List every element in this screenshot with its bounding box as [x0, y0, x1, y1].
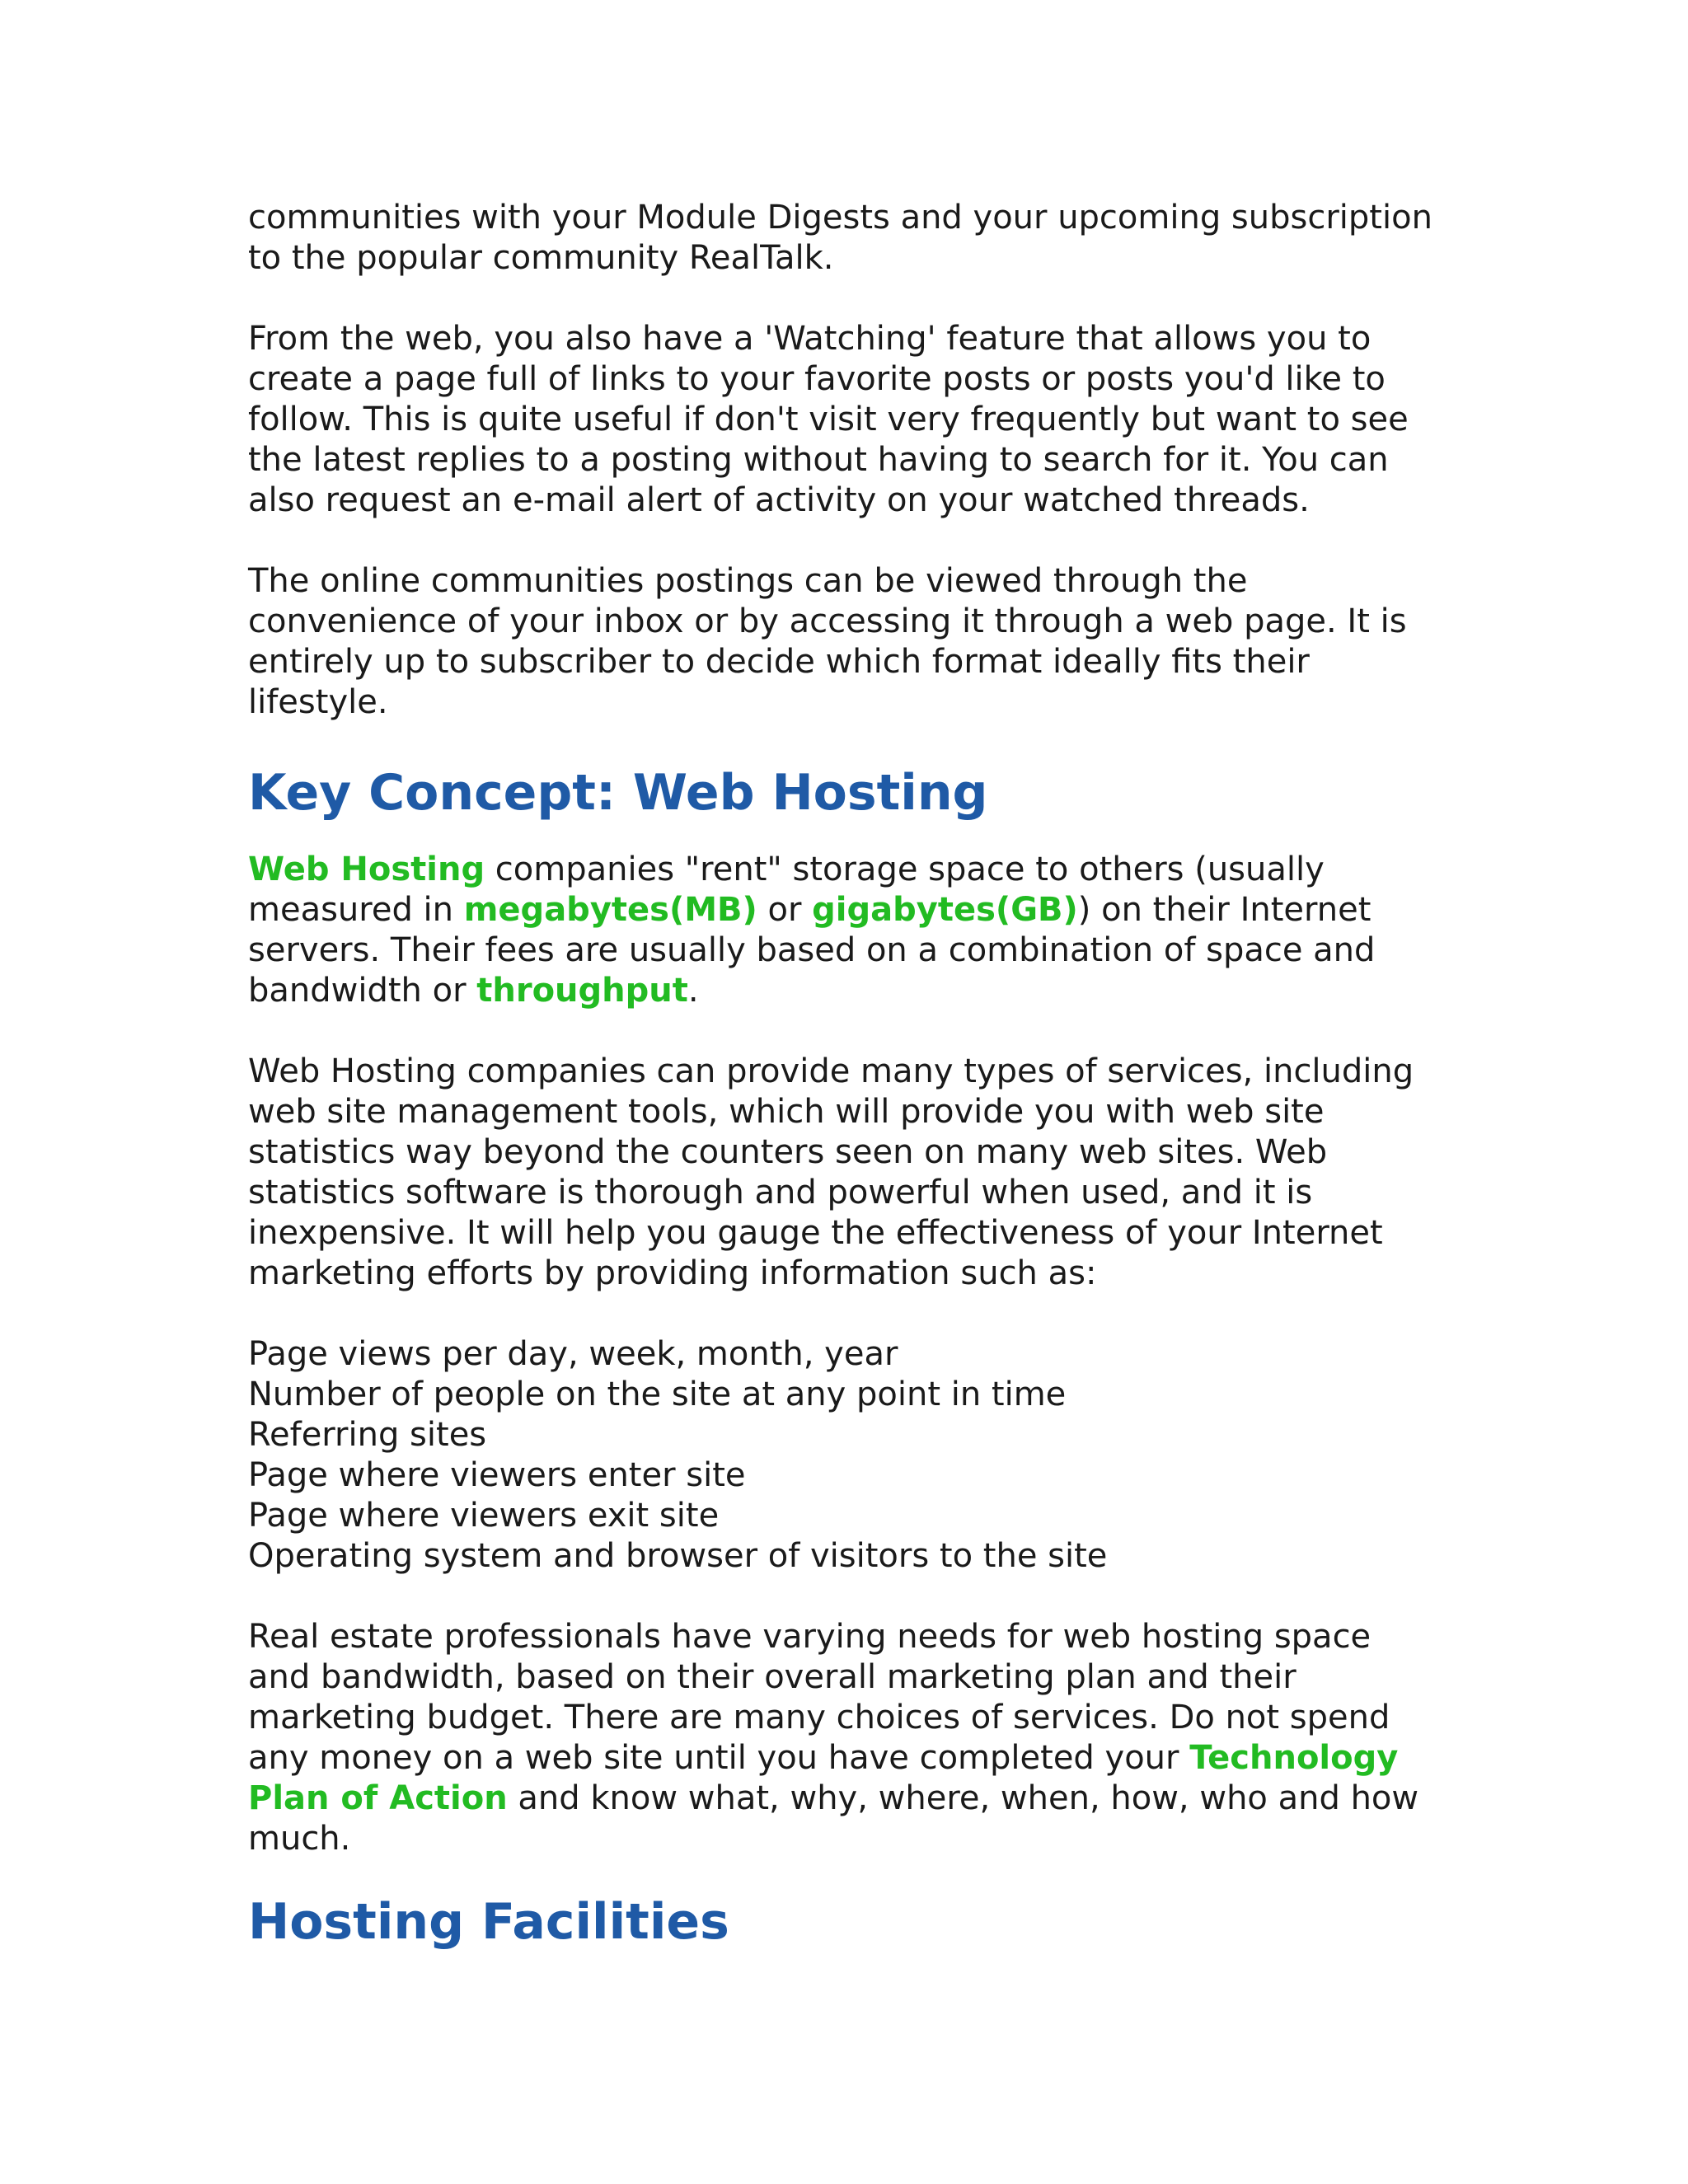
text-line: create a page full of links to your favorite posts or posts you'd like to: [248, 360, 1386, 398]
keyword-link-gigabytes[interactable]: gigabytes(GB): [812, 891, 1078, 929]
text-line: [248, 971, 1460, 1011]
text-segment: and know what, why, where, when, how, who and how: [507, 1779, 1419, 1817]
section-heading-hosting-facilities: Hosting Facilities: [248, 1893, 729, 1951]
text-line: [248, 1779, 1460, 1819]
text-line: lifestyle.: [248, 683, 388, 721]
text-line: to the popular community RealTalk.: [248, 239, 834, 277]
text-line: [248, 850, 1460, 890]
paragraph-watching-feature: [248, 319, 1460, 521]
text-line: web site management tools, which will provide you with web site: [248, 1093, 1325, 1131]
text-line: statistics way beyond the counters seen on many web sites. Web: [248, 1133, 1328, 1171]
statistics-list: [248, 1334, 1460, 1577]
paragraph-real-estate-needs: [248, 1617, 1460, 1859]
text-segment: measured in: [248, 891, 464, 929]
text-segment: companies "rent" storage space to others (usually: [485, 851, 1325, 888]
text-line: communities with your Module Digests and your upcoming subscription: [248, 199, 1432, 237]
list-item: Referring sites: [248, 1416, 487, 1454]
text-line: the latest replies to a posting without having to search for it. You can: [248, 441, 1389, 479]
paragraph-postings-format: [248, 561, 1460, 723]
text-line: much.: [248, 1820, 351, 1858]
text-segment: any money on a web site until you have completed your: [248, 1739, 1190, 1777]
text-segment: ) on their Internet: [1077, 891, 1372, 929]
text-line: [248, 890, 1460, 930]
list-item: Page views per day, week, month, year: [248, 1335, 898, 1373]
list-item: Page where viewers enter site: [248, 1456, 746, 1494]
section-heading-web-hosting: Key Concept: Web Hosting: [248, 764, 988, 822]
keyword-link-plan-of-action[interactable]: Plan of Action: [248, 1779, 508, 1817]
keyword-link-technology-plan[interactable]: Technology: [1189, 1739, 1399, 1777]
text-line: The online communities postings can be viewed through the: [248, 562, 1248, 600]
document-page: [248, 198, 1460, 1952]
text-line: and bandwidth, based on their overall marketing plan and their: [248, 1658, 1296, 1696]
paragraph-hosting-services: [248, 1052, 1460, 1294]
text-line: Real estate professionals have varying needs for web hosting space: [248, 1618, 1372, 1656]
text-line: Web Hosting companies can provide many types of services, including: [248, 1052, 1414, 1090]
text-line: marketing efforts by providing information such as:: [248, 1254, 1097, 1292]
list-item: Number of people on the site at any point in time: [248, 1376, 1067, 1413]
text-segment: or: [757, 891, 813, 929]
paragraph-communities-intro: [248, 198, 1460, 279]
text-line: entirely up to subscriber to decide which format ideally fits their: [248, 643, 1310, 681]
text-segment: .: [687, 972, 699, 1010]
text-line: convenience of your inbox or by accessing it through a web page. It is: [248, 602, 1407, 640]
text-line: follow. This is quite useful if don't visit very frequently but want to see: [248, 401, 1409, 438]
text-line: From the web, you also have a 'Watching' feature that allows you to: [248, 320, 1372, 358]
keyword-link-throughput[interactable]: throughput: [476, 972, 688, 1010]
paragraph-web-hosting-definition: [248, 850, 1460, 1011]
keyword-link-web-hosting[interactable]: Web Hosting: [248, 851, 485, 888]
keyword-link-megabytes[interactable]: megabytes(MB): [463, 891, 757, 929]
text-segment: bandwidth or: [248, 972, 477, 1010]
list-item: Page where viewers exit site: [248, 1497, 720, 1535]
list-item: Operating system and browser of visitors to the site: [248, 1537, 1108, 1575]
text-line: servers. Their fees are usually based on a combination of space and: [248, 931, 1376, 969]
text-line: marketing budget. There are many choices of services. Do not spend: [248, 1699, 1390, 1736]
text-line: inexpensive. It will help you gauge the effectiveness of your Internet: [248, 1214, 1383, 1252]
text-line: statistics software is thorough and powerful when used, and it is: [248, 1174, 1313, 1212]
text-line: also request an e-mail alert of activity on your watched threads.: [248, 481, 1310, 519]
text-line: [248, 1738, 1460, 1779]
